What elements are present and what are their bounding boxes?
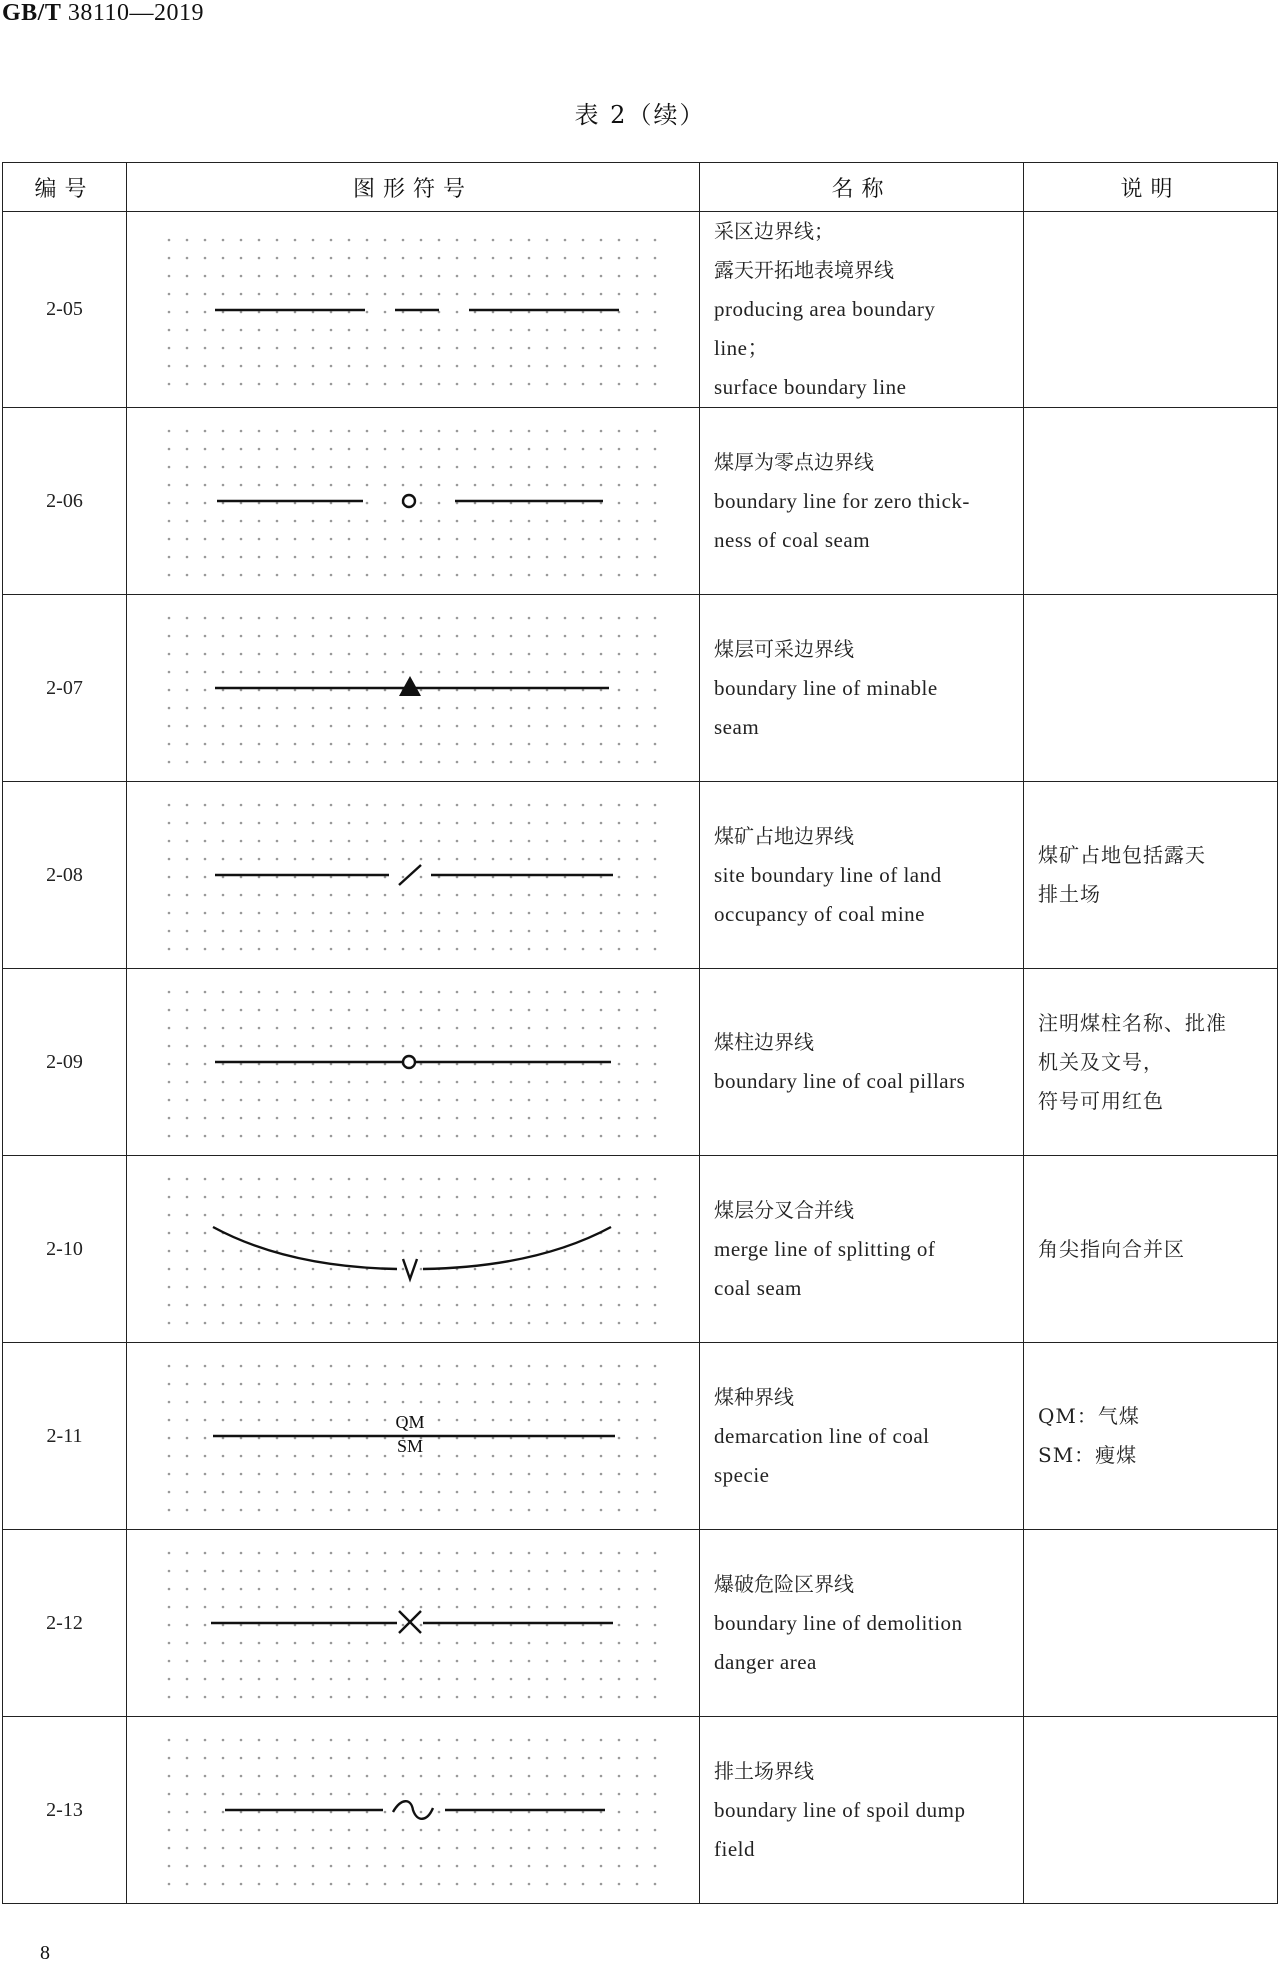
table-row bbox=[3, 969, 1278, 1156]
symbol-description bbox=[1024, 212, 1278, 408]
symbol-cell bbox=[127, 1343, 700, 1530]
symbol-description bbox=[1024, 1717, 1278, 1904]
column-header-description: 说明 bbox=[1024, 163, 1278, 212]
name-line: surface boundary line bbox=[714, 375, 907, 399]
table-header-row bbox=[3, 163, 1278, 212]
column-header-code: 编号 bbox=[3, 163, 127, 212]
symbol-table bbox=[2, 162, 1278, 1904]
name-line: 采区边界线； bbox=[714, 219, 834, 243]
symbol-name bbox=[700, 1156, 1024, 1343]
name-line: specie bbox=[714, 1462, 770, 1487]
symbol-name bbox=[700, 212, 1024, 408]
line-through-circle-icon bbox=[127, 970, 699, 1154]
name-line: boundary line of coal pillars bbox=[714, 1069, 966, 1093]
table-row bbox=[3, 212, 1278, 408]
symbol-cell bbox=[127, 212, 700, 408]
symbol-cell bbox=[127, 1156, 700, 1343]
name-line: boundary line of minable bbox=[714, 675, 938, 700]
line-with-labels-icon bbox=[127, 1344, 699, 1528]
description-line: 排土场 bbox=[1038, 882, 1101, 906]
symbol-cell bbox=[127, 595, 700, 782]
symbol-name bbox=[700, 408, 1024, 595]
name-line: 爆破危险区界线 bbox=[714, 1571, 854, 1596]
symbol-code: 2-10 bbox=[3, 1156, 127, 1343]
table-row bbox=[3, 1717, 1278, 1904]
name-line: occupancy of coal mine bbox=[714, 901, 925, 926]
name-line: 煤矿占地边界线 bbox=[714, 823, 854, 848]
curve-with-v-icon bbox=[127, 1157, 699, 1341]
symbol-code: 2-11 bbox=[3, 1343, 127, 1530]
description-line: 注明煤柱名称、批准 bbox=[1038, 1010, 1227, 1035]
description-line: 煤矿占地包括露天 bbox=[1038, 843, 1206, 867]
name-line: 煤厚为零点边界线 bbox=[714, 449, 874, 474]
symbol-cell bbox=[127, 782, 700, 969]
name-line: producing area boundary bbox=[714, 297, 936, 321]
description-line: 角尖指向合并区 bbox=[1038, 1236, 1185, 1261]
symbol-label-bottom: SM bbox=[396, 1436, 424, 1456]
line-with-tilde-icon bbox=[127, 1718, 699, 1902]
name-line: ness of coal seam bbox=[714, 527, 871, 552]
name-line: 煤层可采边界线 bbox=[714, 636, 854, 661]
table-title: 表 2（续） bbox=[574, 101, 706, 129]
dot-grid bbox=[168, 804, 657, 951]
symbol-cell bbox=[127, 969, 700, 1156]
symbol-description bbox=[1024, 1343, 1278, 1530]
name-line: 煤层分叉合并线 bbox=[714, 1197, 854, 1222]
name-line: coal seam bbox=[714, 1275, 802, 1300]
symbol-name bbox=[700, 782, 1024, 969]
dot-grid bbox=[168, 430, 657, 577]
name-line: merge line of splitting of bbox=[714, 1236, 936, 1261]
symbol-name bbox=[700, 1343, 1024, 1530]
column-header-symbol: 图形符号 bbox=[127, 163, 700, 212]
name-line: site boundary line of land bbox=[714, 862, 942, 887]
name-line: 排土场界线 bbox=[714, 1758, 814, 1783]
symbol-name bbox=[700, 595, 1024, 782]
symbol-code: 2-09 bbox=[3, 969, 127, 1156]
symbol-description bbox=[1024, 969, 1278, 1156]
name-line: boundary line of spoil dump bbox=[714, 1797, 966, 1822]
name-line: danger area bbox=[714, 1649, 817, 1674]
symbol-cell bbox=[127, 1530, 700, 1717]
triangle-mark bbox=[399, 676, 421, 696]
symbol-name bbox=[700, 969, 1024, 1156]
symbol-cell bbox=[127, 1717, 700, 1904]
table-row bbox=[3, 782, 1278, 969]
symbol-code: 2-08 bbox=[3, 782, 127, 969]
symbol-name bbox=[700, 1717, 1024, 1904]
symbol-description bbox=[1024, 782, 1278, 969]
table-row bbox=[3, 1156, 1278, 1343]
symbol-label-top: QM bbox=[395, 1412, 425, 1432]
line-with-triangle-icon bbox=[127, 596, 699, 780]
standard-number: GB/T 38110—2019 bbox=[2, 0, 204, 26]
symbol-code: 2-05 bbox=[3, 212, 127, 408]
table-row bbox=[3, 1343, 1278, 1530]
symbol-description bbox=[1024, 408, 1278, 595]
symbol-cell bbox=[127, 408, 700, 595]
dashed-gap-line-icon bbox=[127, 218, 699, 402]
symbol-description bbox=[1024, 1156, 1278, 1343]
symbol-code: 2-06 bbox=[3, 408, 127, 595]
description-line: 符号可用红色 bbox=[1038, 1088, 1164, 1113]
name-line: boundary line of demolition bbox=[714, 1610, 963, 1635]
table-row bbox=[3, 1530, 1278, 1717]
name-line: 煤柱边界线 bbox=[714, 1030, 814, 1054]
table-row bbox=[3, 408, 1278, 595]
dot-grid bbox=[168, 1739, 657, 1886]
dot-grid bbox=[168, 1178, 657, 1325]
name-line: boundary line for zero thick- bbox=[714, 488, 970, 513]
description-line: QM：气煤 bbox=[1038, 1404, 1140, 1428]
name-line: line； bbox=[714, 336, 769, 360]
description-line: SM：瘦煤 bbox=[1038, 1443, 1138, 1467]
line-with-slash-icon bbox=[127, 783, 699, 967]
description-line: 机关及文号， bbox=[1038, 1049, 1164, 1074]
symbol-code: 2-12 bbox=[3, 1530, 127, 1717]
symbol-description bbox=[1024, 1530, 1278, 1717]
table-row bbox=[3, 595, 1278, 782]
name-line: 煤种界线 bbox=[714, 1384, 794, 1409]
line-with-cross-icon bbox=[127, 1531, 699, 1715]
name-line: 露天开拓地表境界线 bbox=[714, 258, 894, 282]
symbol-name bbox=[700, 1530, 1024, 1717]
symbol-code: 2-07 bbox=[3, 595, 127, 782]
line-with-circle-icon bbox=[127, 409, 699, 593]
name-line: demarcation line of coal bbox=[714, 1423, 930, 1448]
name-line: seam bbox=[714, 714, 760, 739]
column-header-name: 名称 bbox=[700, 163, 1024, 212]
symbol-code: 2-13 bbox=[3, 1717, 127, 1904]
page-number: 8 bbox=[40, 1942, 50, 1964]
dot-grid bbox=[168, 238, 657, 385]
name-line: field bbox=[714, 1836, 755, 1861]
symbol-description bbox=[1024, 595, 1278, 782]
